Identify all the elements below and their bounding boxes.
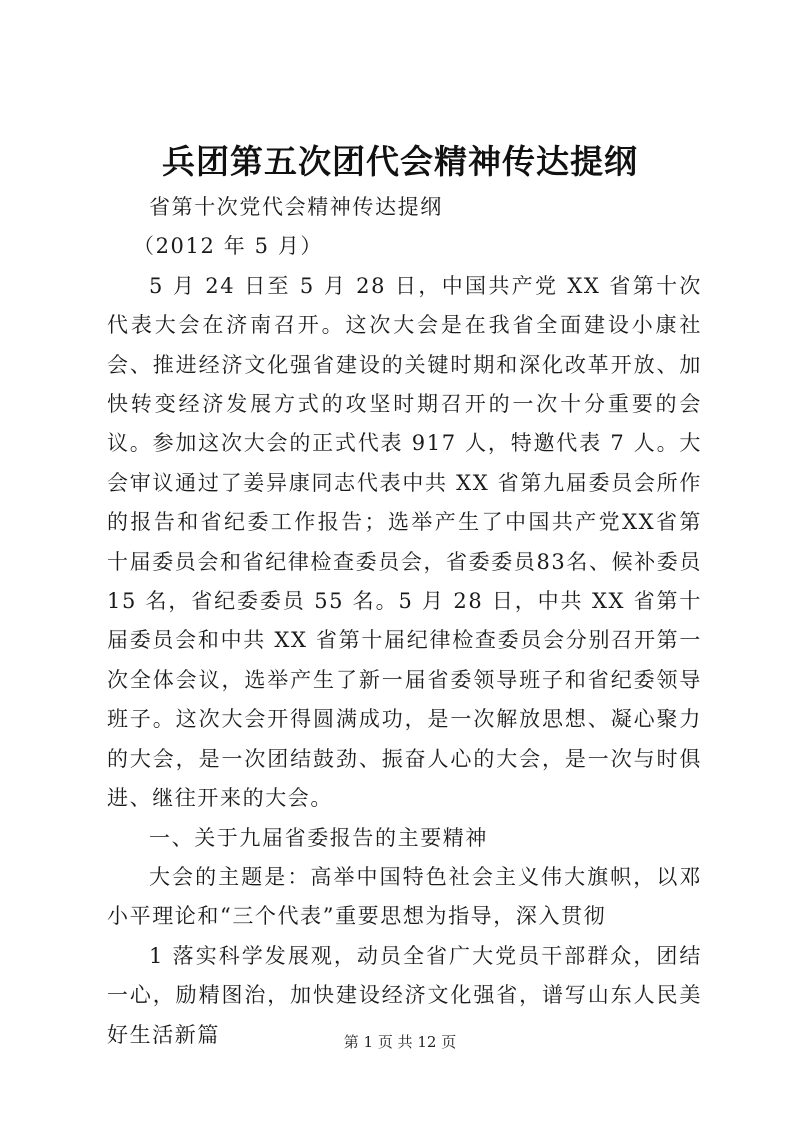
- page-title: 兵团第五次团代会精神传达提纲: [162, 142, 638, 181]
- section-heading: 一、关于九届省委报告的主要精神: [149, 825, 488, 850]
- date-paragraph: （2012 年 5 月）: [133, 234, 324, 259]
- body-paragraph: 1 落实科学发展观，动员全省广大党员干部群众，团结一心，励精图治，加快建设经济文化强省，谱写山东人民美好生活新篇: [107, 943, 702, 1047]
- body-paragraph: 大会的主题是：高举中国特色社会主义伟大旗帜，以邓小平理论和“三个代表”重要思想为指导，深入贯彻: [107, 864, 702, 929]
- body-paragraph: 5 月 24 日至 5 月 28 日，中国共产党 XX 省第十次代表大会在济南召开。这次大会是在我省全面建设小康社会、推进经济文化强省建设的关键时期和深化改革开放、加快转变经济发展方式的攻坚时期召开的一次十分重要的会议。参加这次大会的正式代表 917 人，特邀代表 7 人。大会审议通过了姜异康同志代表中共 XX 省第九届委员会所作的报告和省纪委工作报告；选举产生了中国共产党XX省第十届委员会和省纪律检查委员会，省委委员83名、候补委员 15 名，省纪委委员 55 名。5 月 28 日，中共 XX 省第十届委员会和中共 XX 省第十届纪律检查委员会分别召开第一次全体会议，选举产生了新一届省委领导班子和省纪委领导班子。这次大会开得圆满成功，是一次解放思想、凝心聚力的大会，是一次团结鼓劲、振奋人心的大会，是一次与时俱进、继往开来的大会。: [107, 273, 702, 811]
- page-number-footer: 第 1 页 共 12 页: [343, 1033, 457, 1051]
- subtitle-paragraph: 省第十次党代会精神传达提纲: [149, 195, 443, 219]
- document-body: [107, 188, 702, 1055]
